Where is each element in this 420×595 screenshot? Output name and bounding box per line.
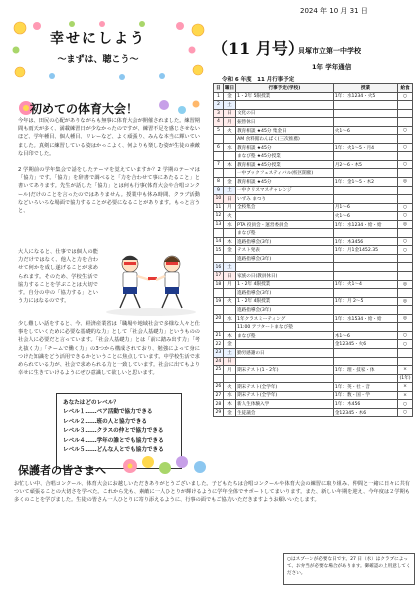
- row-weekday: [223, 229, 235, 238]
- row-weekday: 日: [223, 109, 235, 118]
- schedule-row: [214, 178, 413, 187]
- row-weekday: 日: [223, 272, 235, 281]
- row-event: 振替休日: [236, 118, 334, 127]
- row-weekday: 月: [223, 118, 235, 127]
- row-class: 1年：月 2～5: [333, 297, 397, 306]
- row-weekday: [223, 374, 235, 383]
- row-weekday: 木: [223, 160, 235, 169]
- row-day: 26: [214, 383, 224, 392]
- row-day: 10: [214, 195, 224, 204]
- row-class: [333, 357, 397, 366]
- schedule-row: [214, 391, 413, 400]
- row-lunch: [398, 323, 413, 332]
- schedule-row: [214, 92, 413, 101]
- row-class: 1年：数・国・学: [333, 391, 397, 400]
- row-weekday: 火: [223, 297, 235, 306]
- row-day: 14: [214, 237, 224, 246]
- row-class: 1年：水1534・給・給: [333, 314, 397, 323]
- row-event: 1・2年 5限授業: [236, 92, 334, 101]
- article-paragraph: 2 学期前の学年集会で話をしたテーマを覚えていますか？2 学期のテーマは「協力」です。「協力」を辞書で調べると「力を合わせて事にあたること」と書いてあります。先生が話した「協力」とは何も行事(体育大会や合唱コンクール)だけのことを言ったのではありません。授業中も休み時間、クラブ活動などいろいろな場面で協力することが必要になることがあります。もっと言うと、: [18, 167, 200, 215]
- row-event: まなび塾: [236, 229, 334, 238]
- row-weekday: 水: [223, 391, 235, 400]
- flower-cluster-icon: [120, 452, 215, 480]
- row-class: [333, 254, 397, 263]
- row-weekday: [223, 152, 235, 161]
- row-event: [236, 357, 334, 366]
- row-weekday: 月: [223, 203, 235, 212]
- row-event: まなび塾 ★45分授業: [236, 152, 334, 161]
- row-day: 28: [214, 400, 224, 409]
- row-day: 24: [214, 357, 224, 366]
- level-item: レベル３……クラスの仲とで協力できる: [63, 428, 164, 434]
- row-weekday: [223, 306, 235, 315]
- row-class: [333, 306, 397, 315]
- schedule-row: [214, 289, 413, 298]
- row-day: 11: [214, 203, 224, 212]
- row-lunch: [398, 229, 413, 238]
- row-day: 3: [214, 109, 224, 118]
- row-class: [333, 169, 397, 178]
- row-day: 29: [214, 408, 224, 417]
- row-lunch: [398, 272, 413, 281]
- level-item: レベル４……学年の誰とでも協力できる: [63, 437, 164, 444]
- row-day: [214, 306, 224, 315]
- header-day: 日: [214, 84, 224, 93]
- schedule-row: [214, 246, 413, 255]
- row-event: 進路指導会(3年): [236, 237, 334, 246]
- schedule-row: [214, 212, 413, 221]
- row-weekday: 月: [223, 366, 235, 375]
- schedule-row: [214, 195, 413, 204]
- row-class: 1年：金1～5・木2: [333, 178, 397, 187]
- row-weekday: 火: [223, 212, 235, 221]
- row-lunch: ◎: [398, 178, 413, 187]
- row-class: [333, 109, 397, 118]
- row-lunch: ○: [398, 331, 413, 340]
- schedule-row: [214, 186, 413, 195]
- kids-relay-illustration: [102, 250, 200, 318]
- row-event: 新人生体験入学: [236, 400, 334, 409]
- schedule-row: [214, 101, 413, 110]
- title-banner: [12, 20, 207, 80]
- article-paragraph: 大人になると、仕事では個人の能力だけではなく、他人と力を合わせて何かを成し遂げることが求められます。そのため、学校生活で協力することを学ぶことは大切です。自分の中の「協力する」という力にはなるのです。: [18, 249, 98, 305]
- row-weekday: 日: [223, 357, 235, 366]
- row-weekday: 金: [223, 178, 235, 187]
- row-weekday: 金: [223, 408, 235, 417]
- row-day: 17: [214, 272, 224, 281]
- row-weekday: [223, 135, 235, 144]
- row-weekday: 木: [223, 237, 235, 246]
- row-weekday: 火: [223, 383, 235, 392]
- row-day: 5: [214, 126, 224, 135]
- row-lunch: [398, 348, 413, 357]
- level-item: レベル２……班の人と協力できる: [63, 418, 147, 425]
- schedule-row: [214, 272, 413, 281]
- row-lunch: ×: [398, 366, 413, 375]
- row-class: 火1～6: [333, 126, 397, 135]
- header-weekday: 曜日: [223, 84, 235, 93]
- row-weekday: 月: [223, 280, 235, 289]
- schedule-row: [214, 229, 413, 238]
- row-event: [236, 263, 334, 272]
- row-weekday: [223, 169, 235, 178]
- level-box-title: あなたはどのレベル？: [63, 400, 119, 406]
- row-lunch: ○: [398, 143, 413, 152]
- row-day: 27: [214, 391, 224, 400]
- row-lunch: ○: [398, 92, 413, 101]
- row-weekday: 木: [223, 400, 235, 409]
- row-class: [333, 323, 397, 332]
- row-class: 1年：火1～4: [333, 280, 397, 289]
- schedule-row: [214, 297, 413, 306]
- row-lunch: [398, 109, 413, 118]
- newsletter-subtitle: ～まずは、聴こう～: [57, 55, 139, 65]
- row-event: [236, 101, 334, 110]
- school-name: 貝塚市立第一中学校: [298, 47, 361, 55]
- row-lunch: ○: [398, 203, 413, 212]
- schedule-table: [213, 83, 413, 417]
- row-day: 22: [214, 340, 224, 349]
- row-event: 1・2年 4限授業: [236, 297, 334, 306]
- row-day: 4: [214, 118, 224, 127]
- row-event: [236, 212, 334, 221]
- schedule-row: [214, 331, 413, 340]
- row-weekday: 土: [223, 263, 235, 272]
- row-lunch: ◎: [398, 220, 413, 229]
- row-weekday: 土: [223, 348, 235, 357]
- row-class: [333, 101, 397, 110]
- row-class: 1年：月1金1452.35: [333, 246, 397, 255]
- row-lunch: [398, 118, 413, 127]
- row-lunch: ◎: [398, 297, 413, 306]
- row-lunch: [398, 152, 413, 161]
- schedule-row: [214, 348, 413, 357]
- row-class: [333, 229, 397, 238]
- row-lunch: [398, 135, 413, 144]
- row-event: 教育相談 ★45分: [236, 143, 334, 152]
- row-day: 2: [214, 101, 224, 110]
- row-event: 11:00 アフタートまなび塾: [236, 323, 334, 332]
- row-lunch: ○: [398, 212, 413, 221]
- row-day: 19: [214, 297, 224, 306]
- row-lunch: [398, 357, 413, 366]
- header-event: 行事予定(学校): [236, 84, 334, 93]
- row-event: 一中ブックフェスティバル(校区開催): [236, 169, 334, 178]
- row-class: [333, 118, 397, 127]
- row-weekday: 土: [223, 186, 235, 195]
- row-day: [214, 254, 224, 263]
- row-weekday: 金: [223, 340, 235, 349]
- schedule-row: [214, 383, 413, 392]
- row-day: 20: [214, 314, 224, 323]
- schedule-row: [214, 152, 413, 161]
- article-paragraph: 今年は、田尻の心配がありながらも無事に体育大会が開催されました。練習期間も雨天が多く、満載練習日が少なかったのですが、練習不足を感じさせないほど、学年種目、個人種目、リレーなど、よく頑張り、みんな本当に輝いていました。真剣に練習している姿はかっこよく、何よりも楽しむ姿が生徒の素敵な目印でした。: [18, 118, 200, 157]
- schedule-row: [214, 220, 413, 229]
- schedule-header-row: [214, 84, 413, 93]
- schedule-row: [214, 314, 413, 323]
- article-heading: 初めての体育大会！: [30, 102, 139, 116]
- row-day: 15: [214, 246, 224, 255]
- row-event: [236, 374, 334, 383]
- row-event: まなび塾: [236, 331, 334, 340]
- row-event: 一中クリスマスチャレンジ: [236, 186, 334, 195]
- schedule-row: [214, 254, 413, 263]
- level-item: レベル１……ペア活動で協力できる: [63, 409, 153, 415]
- row-day: [214, 229, 224, 238]
- row-weekday: 金: [223, 246, 235, 255]
- schedule-row: [214, 408, 413, 417]
- row-class: 1年：理・技家・体: [333, 366, 397, 375]
- note-box: ○はスプーンが必要な日です。27 日（水）はクラブによって、お弁当が必要な場合があります。御確認の上用意してください。: [283, 553, 415, 585]
- schedule-row: [214, 109, 413, 118]
- schedule-row: [214, 126, 413, 135]
- row-event: 文化の日: [236, 109, 334, 118]
- row-event: 勤労感謝の日: [236, 348, 334, 357]
- schedule-row: [214, 160, 413, 169]
- row-class: 木1～6: [333, 331, 397, 340]
- row-lunch: ×: [398, 391, 413, 400]
- row-class: [333, 263, 397, 272]
- schedule-row: [214, 280, 413, 289]
- schedule-row: [214, 237, 413, 246]
- grade-news-label: 1年 学年通信: [312, 63, 352, 71]
- schedule-row: [214, 143, 413, 152]
- row-class: [333, 152, 397, 161]
- row-lunch: [398, 169, 413, 178]
- row-event: 期末テスト(1・2年): [236, 366, 334, 375]
- row-class: [333, 289, 397, 298]
- row-event: いずみ まつり: [236, 195, 334, 204]
- row-weekday: 火: [223, 126, 235, 135]
- row-class: 金12345・火6: [333, 340, 397, 349]
- row-event: テスト発表: [236, 246, 334, 255]
- row-lunch: [398, 263, 413, 272]
- row-event: 期末テスト(全学年): [236, 391, 334, 400]
- row-lunch: ○: [398, 408, 413, 417]
- row-weekday: 土: [223, 101, 235, 110]
- schedule-row: [214, 400, 413, 409]
- row-class: [333, 374, 397, 383]
- row-class: 月1～6: [333, 203, 397, 212]
- row-day: 21: [214, 331, 224, 340]
- row-weekday: 水: [223, 314, 235, 323]
- row-event: 進路指導会(3年): [236, 254, 334, 263]
- row-weekday: 水: [223, 143, 235, 152]
- row-class: [333, 186, 397, 195]
- row-day: 7: [214, 160, 224, 169]
- row-weekday: 木: [223, 331, 235, 340]
- row-lunch: [398, 195, 413, 204]
- schedule-row: [214, 263, 413, 272]
- row-event: AM 食料館わんぱく(三次推薦): [236, 135, 334, 144]
- issue-number: （11 月号）: [212, 39, 304, 58]
- row-day: [214, 135, 224, 144]
- row-lunch: [398, 186, 413, 195]
- row-event: 教育相談 ★45分授業: [236, 160, 334, 169]
- row-event: 期末テスト(全学年): [236, 383, 334, 392]
- row-day: 16: [214, 263, 224, 272]
- row-day: 23: [214, 348, 224, 357]
- row-lunch: [398, 306, 413, 315]
- row-day: 9: [214, 186, 224, 195]
- schedule-row: [214, 118, 413, 127]
- row-weekday: 日: [223, 195, 235, 204]
- row-event: 家族の日(教員休日): [236, 272, 334, 281]
- row-day: 6: [214, 143, 224, 152]
- row-day: 12: [214, 212, 224, 221]
- header-class: 授業: [333, 84, 397, 93]
- row-day: 25: [214, 366, 224, 375]
- row-lunch: [398, 289, 413, 298]
- header-lunch: 給食: [398, 84, 413, 93]
- row-event: PTA 役員会・運営委員会: [236, 220, 334, 229]
- row-day: [214, 323, 224, 332]
- issue-date: 2024 年 10 月 31 日: [300, 7, 368, 15]
- row-class: 月2～6・木5: [333, 160, 397, 169]
- row-day: 13: [214, 220, 224, 229]
- row-lunch: ○: [398, 400, 413, 409]
- row-day: 1: [214, 92, 224, 101]
- parents-paragraph: お忙しい中、合唱コンクール、体育大会にお越しいただきありがとうございました。子どもたちは合唱コンクールや体育大会の練習に取り組み、仲間と一緒に日々に共有ついて頑張ることの大切さを学べた。これから先も、素敵に一人ひとりが輝けるように学年全体でサポートしてまいります。また、新しい年期を迎え、今年度は２学期も多くのことを学びました。生徒の皆さん一人ひとりに寄り添えるように、行事の面でもご協力いただきますようお願いいたします。: [14, 481, 410, 504]
- row-day: [214, 169, 224, 178]
- row-lunch: [398, 101, 413, 110]
- row-weekday: 金: [223, 92, 235, 101]
- row-lunch: ○: [398, 126, 413, 135]
- row-day: 18: [214, 280, 224, 289]
- row-weekday: [223, 289, 235, 298]
- schedule-row: [214, 169, 413, 178]
- row-class: [333, 272, 397, 281]
- row-class: 1年：木3456: [333, 237, 397, 246]
- schedule-title: 令和 6 年度 11 月行事予定: [222, 77, 295, 83]
- row-weekday: 水: [223, 220, 235, 229]
- row-class: 火1～6: [333, 212, 397, 221]
- row-event: 生徒議会: [236, 408, 334, 417]
- newsletter-title: 幸せにしよう: [50, 31, 146, 47]
- row-class: 1年：水1234・給・給: [333, 220, 397, 229]
- schedule-row: [214, 323, 413, 332]
- parents-heading: 保護者の皆さまへ: [18, 464, 106, 477]
- row-lunch: ○: [398, 340, 413, 349]
- row-day: [214, 289, 224, 298]
- schedule-row: [214, 306, 413, 315]
- row-lunch: ○: [398, 237, 413, 246]
- row-lunch: ○: [398, 160, 413, 169]
- row-lunch: [398, 254, 413, 263]
- row-day: [214, 152, 224, 161]
- row-event: 全校集会: [236, 203, 334, 212]
- row-lunch: ○: [398, 246, 413, 255]
- schedule-row: [214, 374, 413, 383]
- row-class: 1年：水1234・火5: [333, 92, 397, 101]
- schedule-row: [214, 357, 413, 366]
- row-lunch: ◎: [398, 314, 413, 323]
- row-event: [236, 340, 334, 349]
- row-event: 進路指導会(3年): [236, 306, 334, 315]
- row-event: 1年クラスミーティング: [236, 314, 334, 323]
- row-day: 8: [214, 178, 224, 187]
- row-class: [333, 348, 397, 357]
- row-day: [214, 374, 224, 383]
- row-class: 1年：火1～5・月4: [333, 143, 397, 152]
- row-event: 進路指導会(3年): [236, 289, 334, 298]
- row-class: [333, 195, 397, 204]
- row-class: [333, 135, 397, 144]
- schedule-row: [214, 135, 413, 144]
- schedule-row: [214, 366, 413, 375]
- row-event: 教育相談 ★45分: [236, 178, 334, 187]
- article-paragraph: 少し難しい話をすると、今、経済産業省は「職場や地域社会で多様な人々と仕事をしていくために必要な基礎的な力」として「社会人基礎力」というものの社会人に必要だと言っています。「社会人基礎力」とは「前に踏み出す力」「考え抜く力」「チームで働く力」の3つから構成されており、勉強によって身につけた知識をどう活用できるかということに焦点しています。中学校生活で求められている力が、社会で求められる力と一致しています。社会に出てもより幸せに生きていけるようにぜひ意識して欲しいと思います。: [18, 321, 200, 377]
- schedule-row: [214, 203, 413, 212]
- row-class: 金12345・木6: [333, 408, 397, 417]
- row-lunch: ×: [398, 383, 413, 392]
- row-event: 1・2年 4限授業: [236, 280, 334, 289]
- row-class: 1年：英・社・音: [333, 383, 397, 392]
- level-item: レベル５……どんな人とでも協力できる: [63, 447, 164, 453]
- schedule-row: [214, 340, 413, 349]
- row-lunch: ◎: [398, 280, 413, 289]
- row-event: 教育相談 ★45分 集金日: [236, 126, 334, 135]
- row-weekday: [223, 254, 235, 263]
- row-weekday: [223, 323, 235, 332]
- row-class: 1年：木456: [333, 400, 397, 409]
- row-lunch: (1年): [398, 374, 413, 383]
